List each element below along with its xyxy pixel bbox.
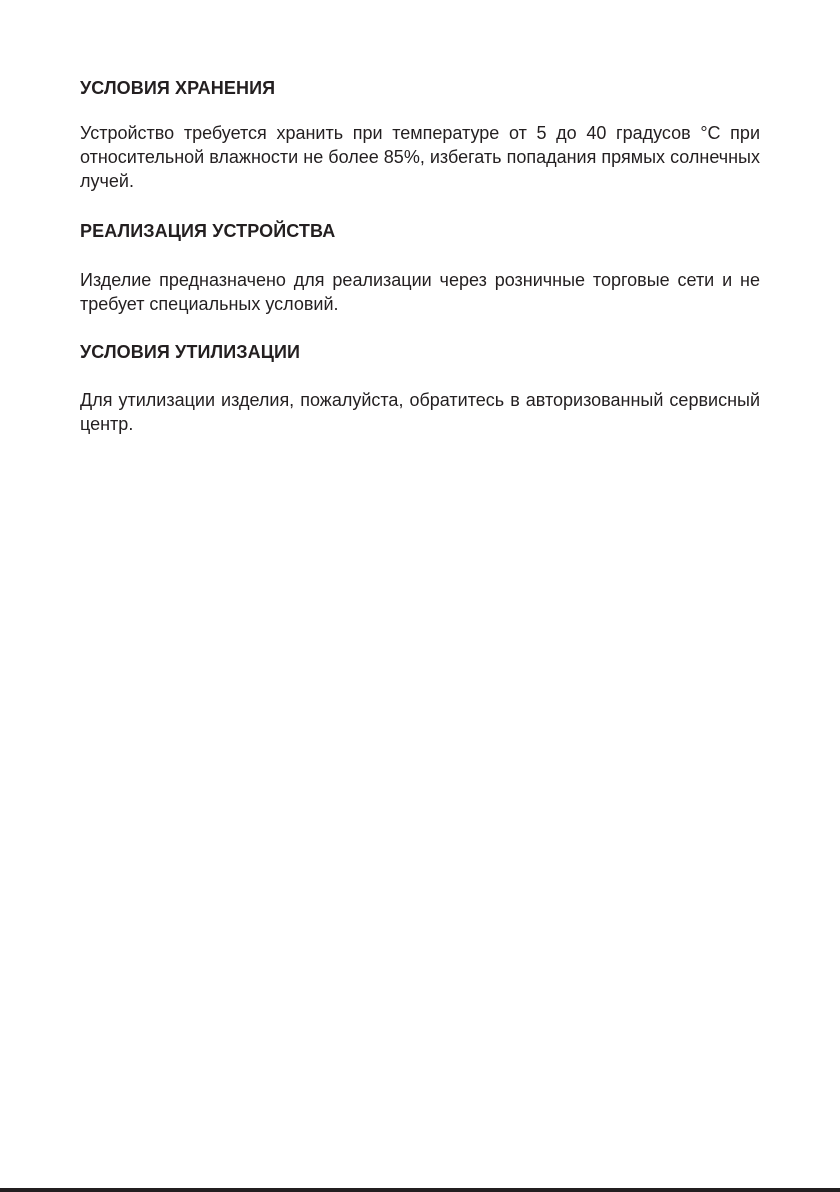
disposal-conditions-heading: УСЛОВИЯ УТИЛИЗАЦИИ — [80, 342, 301, 362]
device-sale-heading: РЕАЛИЗАЦИЯ УСТРОЙСТВА — [80, 221, 336, 241]
storage-conditions-heading: УСЛОВИЯ ХРАНЕНИЯ — [80, 78, 276, 98]
disposal-conditions-text: Для утилизации изделия, пожалуйста, обратитесь в авторизованный сервисный центр. — [80, 390, 760, 434]
bottom-edge-rule — [0, 1188, 840, 1192]
storage-conditions-text: Устройство требуется хранить при температуре от 5 до 40 градусов °С при относительной влажности не более 85%, избегать попадания прямых солнечных лучей. — [80, 123, 760, 191]
device-sale-text: Изделие предназначено для реализации через розничные торговые сети и не требует специальных условий. — [80, 270, 760, 314]
